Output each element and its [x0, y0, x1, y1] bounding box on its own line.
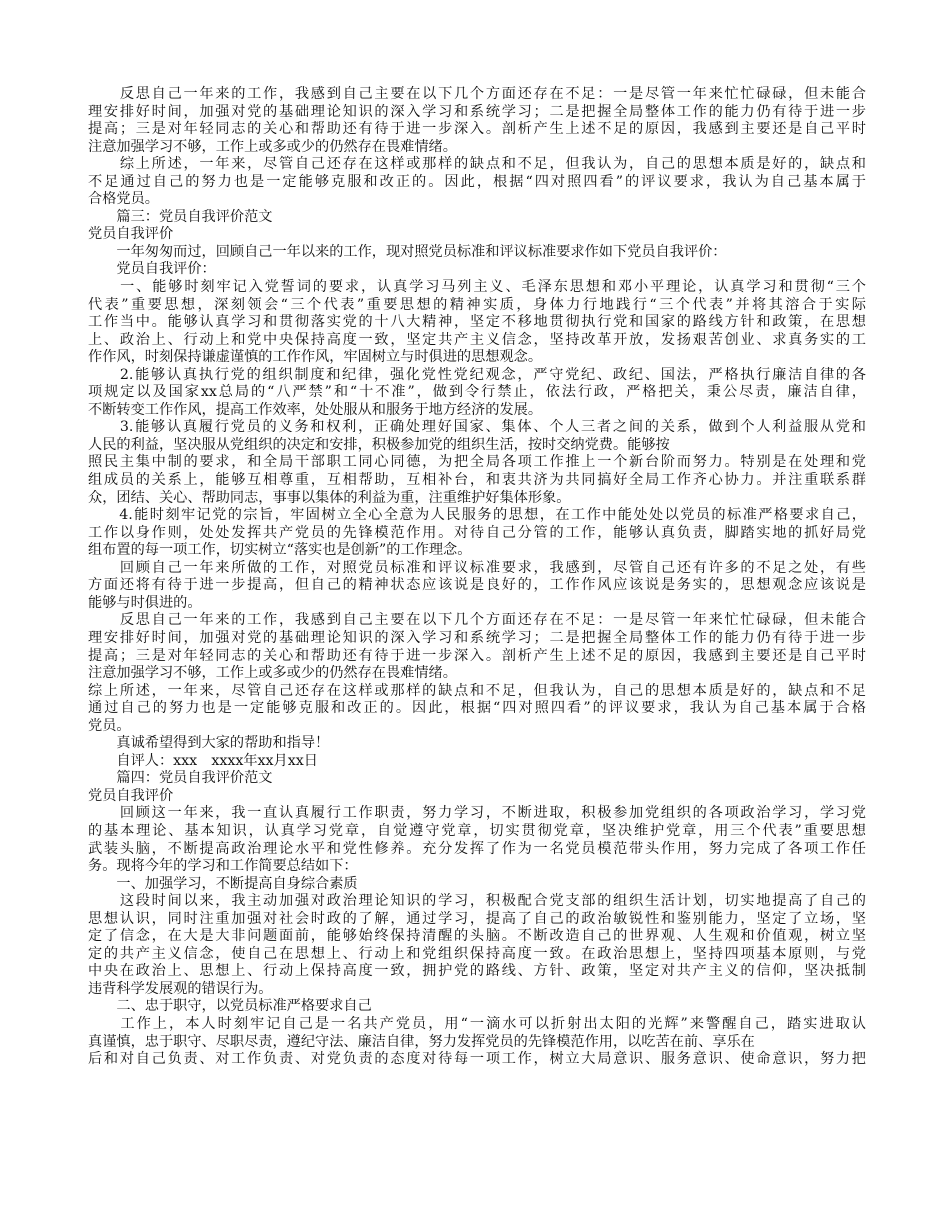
- text-line: 中央在政治上、思想上、行动上保持高度一致，拥护党的路线、方针、政策，坚定对共产主义的信仰，坚决抵制: [88, 963, 866, 980]
- text-line: 方面还将有待于进一步提高，但自己的精神状态应该说是良好的，工作作风应该说是务实的，思想观念应该说是: [88, 577, 866, 594]
- text-line: 一、加强学习，不断提高自身综合素质: [88, 875, 358, 892]
- text-line: 真谨慎，忠于职守、尽职尽责，遵纪守法、廉洁自律，努力发挥党员的先锋模范作用，以吃苦在前、享乐在: [88, 1033, 755, 1050]
- text-line: 4.能时刻牢记党的宗旨，牢固树立全心全意为人民服务的思想，在工作中能处处以党员的标准严格要求自己，: [88, 507, 866, 524]
- text-line: 一年匆匆而过，回顾自己一年以来的工作，现对照党员标准和评议标准要求作如下党员自我评价：: [88, 243, 727, 260]
- text-line: 党员。: [88, 717, 131, 734]
- text-line: 提高；三是对年轻同志的关心和帮助还有待于进一步深入。剖析产生上述不足的原因，我感到主要还是自己平时: [88, 121, 866, 138]
- text-line: 工作上，本人时刻牢记自己是一名共产党员，用“一滴水可以折射出太阳的光辉”来警醒自己，踏实进取认: [88, 1015, 866, 1032]
- text-line: 作作风，时刻保持谦虚谨慎的工作作风，牢固树立与时俱进的思想观念。: [88, 349, 543, 366]
- text-line: 的基本理论、基本知识，认真学习党章，自觉遵守党章，切实贯彻党章，坚决维护党章，用三个代表”重要思想: [88, 822, 866, 839]
- text-line: 篇三：党员自我评价范文: [88, 208, 273, 225]
- text-line: 武装头脑，不断提高政治理论水平和党性修养。充分发挥了作为一名党员模范带头作用，努力完成了各项工作任: [88, 840, 866, 857]
- text-line: 思想认识，同时注重加强对社会时政的了解，通过学习，提高了自己的政治敏锐性和鉴别能力，坚定了立场，坚: [88, 910, 866, 927]
- document-body: [88, 86, 866, 1069]
- text-line: 能够与时俱进的。: [88, 594, 202, 611]
- text-line: 回顾这一年来，我一直认真履行工作职责，努力学习，不断进取，积极参加党组织的各项政治学习，学习党: [88, 805, 866, 822]
- text-line: 合格党员。: [88, 191, 159, 208]
- text-line: 真诚希望得到大家的帮助和指导！: [88, 735, 330, 752]
- text-line: 照民主集中制的要求，和全局干部职工同心同德，为把全局各项工作推上一个新台阶而努力。特别是在处理和党: [88, 454, 866, 471]
- text-line: 务。现将今年的学习和工作简要总结如下：: [88, 858, 358, 875]
- text-line: 工作当中。能够认真学习和贯彻落实党的十八大精神，坚定不移地贯彻执行党和国家的路线方针和政策，在思想: [88, 314, 866, 331]
- text-line: 理安排好时间，加强对党的基础理论知识的深入学习和系统学习；二是把握全局整体工作的能力仍有待于进一步: [88, 629, 866, 646]
- text-line: 不断转变工作作风，提高工作效率，处处服从和服务于地方经济的发展。: [88, 401, 543, 418]
- text-line: 注意加强学习不够，工作上或多或少的仍然存在畏难情绪。: [88, 665, 457, 682]
- text-line: 党员自我评价：: [88, 261, 216, 278]
- text-line: 通过自己的努力也是一定能够克服和改正的。因此，根据“四对照四看”的评议要求，我认为自己基本属于合格: [88, 700, 866, 717]
- text-line: 定了信念，在大是大非问题面前，能够始终保持清醒的头脑。不断改造自己的世界观、人生观和价值观，树立坚: [88, 928, 866, 945]
- text-line: 2.能够认真执行党的组织制度和纪律，强化党性党纪观念，严守党纪、政纪、国法，严格执行廉洁自律的各: [88, 366, 866, 383]
- text-line: 二、忠于职守，以党员标准严格要求自己: [88, 998, 372, 1015]
- text-line: 一、能够时刻牢记入党誓词的要求，认真学习马列主义、毛泽东思想和邓小平理论，认真学习和贯彻“三个: [88, 279, 866, 296]
- text-line: 工作以身作则，处处发挥共产党员的先锋模范作用。对待自己分管的工作，能够认真负责，脚踏实地的抓好局党: [88, 524, 866, 541]
- text-line: 反思自己一年来的工作，我感到自己主要在以下几个方面还存在不足：一是尽管一年来忙忙碌碌，但未能合: [88, 86, 866, 102]
- text-line: 违背科学发展观的错误行为。: [88, 980, 273, 997]
- text-line: 反思自己一年来的工作，我感到自己主要在以下几个方面还存在不足：一是尽管一年来忙忙碌碌，但未能合: [88, 612, 866, 629]
- text-line: 上、政治上、行动上和党中央保持高度一致，坚定共产主义信念，坚持改革开放，发扬艰苦创业、求真务实的工: [88, 331, 866, 348]
- text-line: 3.能够认真履行党员的义务和权利，正确处理好国家、集体、个人三者之间的关系，做到个人利益服从党和: [88, 419, 866, 436]
- text-line: 提高；三是对年轻同志的关心和帮助还有待于进一步深入。剖析产生上述不足的原因，我感到主要还是自己平时: [88, 647, 866, 664]
- text-line: 不足通过自己的努力也是一定能够克服和改正的。因此，根据“四对照四看”的评议要求，我认为自己基本属于: [88, 173, 866, 190]
- text-line: 众，团结、关心、帮助同志，事事以集体的利益为重，注重维护好集体形象。: [88, 489, 571, 506]
- text-line: 代表”重要思想，深刻领会“三个代表”重要思想的精神实质，身体力行地践行“三个代表”并将其溶合于实际: [88, 296, 866, 313]
- text-line: 党员自我评价: [88, 787, 174, 804]
- text-line: 项规定以及国家xx总局的“八严禁”和“十不准”，做到令行禁止，依法行政，严格把关，秉公尽责，廉洁自律，: [88, 384, 866, 401]
- text-line: 党员自我评价: [88, 226, 174, 243]
- text-line: 这段时间以来，我主动加强对政治理论知识的学习，积极配合党支部的组织生活计划，切实地提高了自己的: [88, 893, 866, 910]
- text-line: 理安排好时间，加强对党的基础理论知识的深入学习和系统学习；二是把握全局整体工作的能力仍有待于进一步: [88, 103, 866, 120]
- text-line: 定的共产主义信念，使自己在思想上、行动上和党组织保持高度一致。在政治思想上，坚持四项基本原则，与党: [88, 945, 866, 962]
- text-line: 后和对自己负责、对工作负责、对党负责的态度对待每一项工作，树立大局意识、服务意识、使命意识，努力把: [88, 1051, 866, 1068]
- text-line: 综上所述，一年来，尽管自己还存在这样或那样的缺点和不足，但我认为，自己的思想本质是好的，缺点和: [88, 156, 866, 173]
- text-line: 组布置的每一项工作，切实树立“落实也是创新”的工作理念。: [88, 542, 472, 559]
- text-line: 自评人：xxx xxxx年xx月xx日: [88, 752, 318, 769]
- text-line: 注意加强学习不够，工作上或多或少的仍然存在畏难情绪。: [88, 138, 457, 155]
- text-line: 人民的利益，坚决服从党组织的决定和安排，积极参加党的组织生活，按时交纳党费。能够按: [88, 436, 670, 453]
- text-line: 回顾自己一年来所做的工作，对照党员标准和评议标准要求，我感到，尽管自己还有许多的不足之处，有些: [88, 559, 866, 576]
- text-line: 篇四：党员自我评价范文: [88, 770, 273, 787]
- text-line: 综上所述，一年来，尽管自己还存在这样或那样的缺点和不足，但我认为，自己的思想本质是好的，缺点和不足: [88, 682, 866, 699]
- text-line: 组成员的关系上，能够互相尊重，互相帮助，互相补台，和衷共济为共同搞好全局工作齐心协力。并注重联系群: [88, 472, 866, 489]
